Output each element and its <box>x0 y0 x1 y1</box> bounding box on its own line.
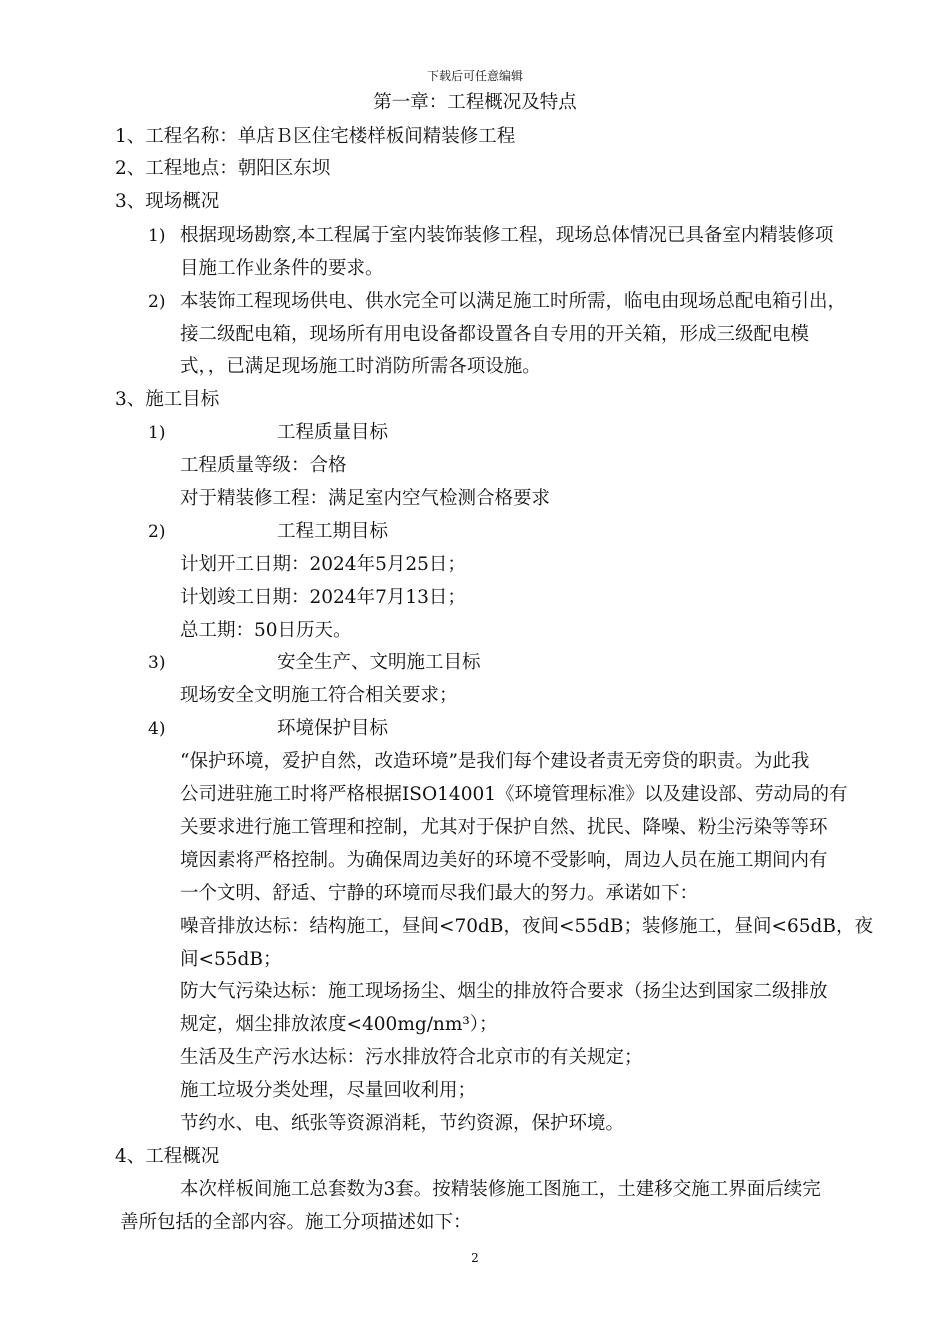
paragraph-line: 式，，已满足现场施工时消防所需各项设施。 <box>180 356 541 377</box>
paragraph-line: 规定，烟尘排放浓度<400mg/nm³）； <box>180 1014 498 1035</box>
paragraph-line: 一个文明、舒适、宁静的环境而尽我们最大的努力。承诺如下： <box>180 883 699 904</box>
paragraph-line: 工程质量等级：合格 <box>180 455 347 476</box>
paragraph-line: 境因素将严格控制。为确保周边美好的环境不受影响，周边人员在施工期间内有 <box>180 850 828 871</box>
paragraph-line: 计划开工日期：2024年5月25日； <box>180 554 466 575</box>
paragraph-line: 计划竣工日期：2024年7月13日； <box>180 587 466 608</box>
paragraph-line: 防大气污染达标：施工现场扬尘、烟尘的排放符合要求（扬尘达到国家二级排放 <box>180 981 828 1002</box>
list-number: 1) <box>148 226 166 246</box>
paragraph-line: “保护环境，爱护自然，改造环境”是我们每个建设者责无旁贷的职责。为此我 <box>180 751 810 772</box>
goal-title: 工程质量目标 <box>277 422 389 443</box>
paragraph-line: 节约水、电、纸张等资源消耗，节约资源，保护环境。 <box>180 1113 625 1134</box>
section-goals-heading: 3、施工目标 <box>115 389 220 410</box>
goal-title: 工程工期目标 <box>277 521 389 542</box>
paragraph-line: 总工期：50日历天。 <box>180 620 352 641</box>
list-number: 2) <box>148 292 166 312</box>
goal-title: 环境保护目标 <box>277 718 389 739</box>
section-project-overview-heading: 4、工程概况 <box>115 1146 220 1167</box>
paragraph-line: 对于精装修工程：满足室内空气检测合格要求 <box>180 488 551 509</box>
list-number: 4) <box>148 719 166 739</box>
paragraph-line: 噪音排放达标：结构施工，昼间<70dB，夜间<55dB；装修施工，昼间<65dB，夜 <box>180 916 873 937</box>
list-number: 1) <box>148 423 166 443</box>
watermark-header: 下载后可任意编辑 <box>426 69 523 83</box>
goal-title: 安全生产、文明施工目标 <box>277 652 481 673</box>
paragraph-line: 关要求进行施工管理和控制，尤其对于保护自然、扰民、降噪、粉尘污染等等环 <box>180 817 828 838</box>
list-number: 2) <box>148 522 166 542</box>
paragraph-line: 目施工作业条件的要求。 <box>180 258 384 279</box>
paragraph-line: 根据现场勘察,本工程属于室内装饰装修工程，现场总体情况已具备室内精装修项 <box>180 225 834 246</box>
section-project-name: 1、工程名称：单店Ｂ区住宅楼样板间精装修工程 <box>115 126 516 147</box>
section-project-location: 2、工程地点：朝阳区东坝 <box>115 158 331 179</box>
list-number: 3) <box>148 653 166 673</box>
page-number: 2 <box>471 1251 479 1265</box>
paragraph-line: 本装饰工程现场供电、供水完全可以满足施工时所需，临电由现场总配电箱引出， <box>180 291 847 312</box>
section-site-overview-heading: 3、现场概况 <box>115 191 220 212</box>
paragraph-line: 现场安全文明施工符合相关要求； <box>180 685 458 706</box>
paragraph-line: 间<55dB； <box>180 949 282 970</box>
paragraph-line: 施工垃圾分类处理，尽量回收利用； <box>180 1080 477 1101</box>
paragraph-line: 公司进驻施工时将严格根据ISO14001《环境管理标准》以及建设部、劳动局的有 <box>180 784 848 805</box>
paragraph-line: 生活及生产污水达标：污水排放符合北京市的有关规定； <box>180 1047 643 1068</box>
paragraph-line: 本次样板间施工总套数为3套。按精装修施工图施工，土建移交施工界面后续完 <box>180 1179 821 1200</box>
paragraph-line: 接二级配电箱，现场所有用电设备都设置各自专用的开关箱，形成三级配电模 <box>180 324 810 345</box>
chapter-title: 第一章：工程概况及特点 <box>373 92 577 113</box>
paragraph-line: 善所包括的全部内容。施工分项描述如下： <box>120 1212 472 1233</box>
